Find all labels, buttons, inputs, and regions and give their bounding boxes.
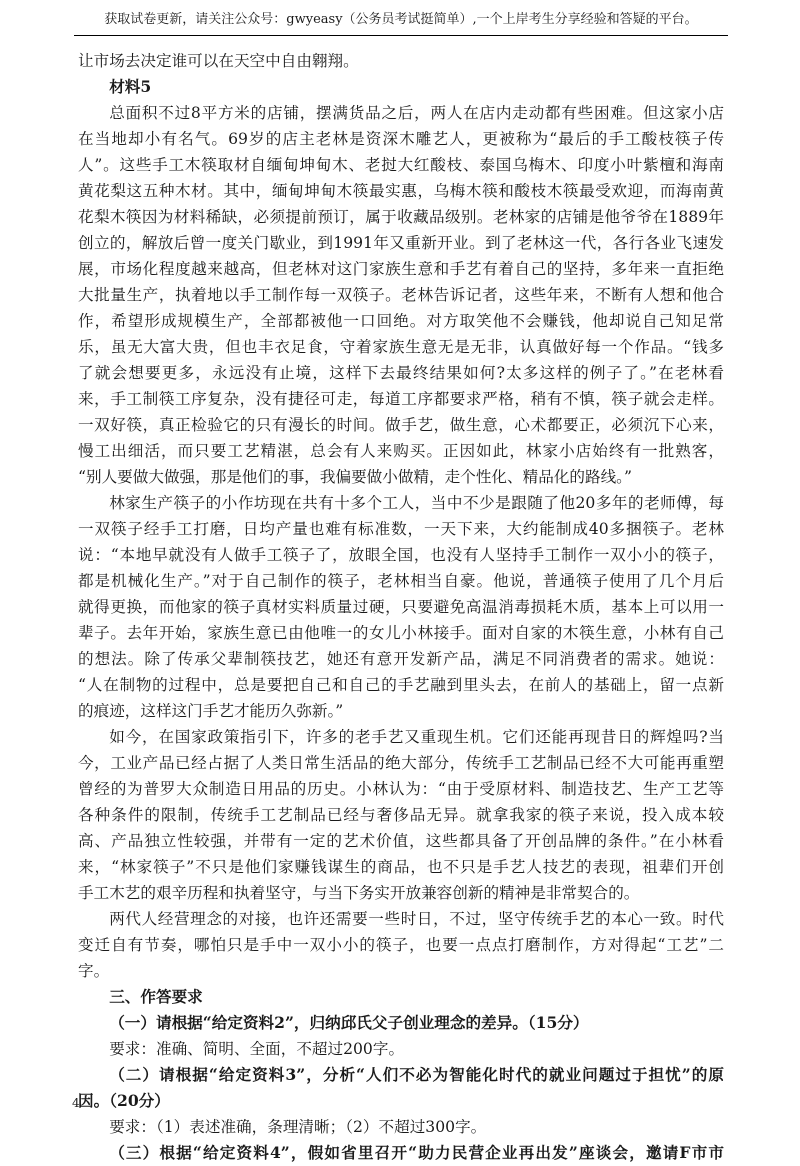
page-number: 4	[72, 1096, 80, 1110]
text-line: 如今，在国家政策指引下，许多的老手艺又重现生机。它们还能再现昔日的辉煌吗?当	[109, 728, 724, 746]
heading-line: 三、作答要求	[109, 987, 203, 1006]
heading-line: （一）请根据“给定资料2”，归纳邱氏父子创业理念的差异。（15分）	[109, 1013, 589, 1032]
text-line: “人在制物的过程中，总是要把自己和自己的手艺融到里头去，在前人的基础上，留一点新	[78, 676, 724, 694]
text-line: 要求：准确、简明、全面，不超过200字。	[109, 1040, 405, 1058]
heading-line: （三）根据“给定资料4”，假如省里召开“助力民营企业再出发”座谈会，邀请F市市	[109, 1143, 724, 1162]
text-line: 曾经的为普罗大众制造日用品的历史。小林认为：“由于受原材料、制造技艺、生产工艺等	[78, 780, 724, 798]
text-line: 乐，虽无大富大贵，但也丰衣足食，守着家族生意无是无非，认真做好每一个作品。“钱多	[78, 338, 724, 356]
text-line: 黄花梨这五种木材。其中，缅甸坤甸木筷最实惠，乌梅木筷和酸枝木筷最受欢迎，而海南黄	[78, 182, 724, 200]
text-line: 各种条件的限制，传统手工艺制品已经与奢侈品无异。就拿我家的筷子来说，投入成本较	[78, 806, 724, 824]
heading-line: 材料5	[109, 77, 152, 96]
text-line: 林家生产筷子的小作坊现在共有十多个工人，当中不少是跟随了他20多年的老师傅，每	[109, 494, 724, 512]
text-line: 都是机械化生产。”对于自己制作的筷子，老林相当自豪。他说，普通筷子使用了几个月后	[78, 572, 724, 590]
text-line: 了就会想要更多，永远没有止境，这样下去最终结果如何?太多这样的例子了。”在老林看	[78, 364, 724, 382]
text-line: 说：“本地早就没有人做手工筷子了，放眼全国，也没有人坚持手工制作一双小小的筷子，	[78, 546, 724, 564]
text-line: 辈子。去年开始，家族生意已由他唯一的女儿小林接手。面对自家的木筷生意，小林有自己	[78, 624, 724, 642]
text-line: 变迁自有节奏，哪怕只是手中一双小小的筷子，也要一点点打磨制作，方对得起“工艺”二	[78, 936, 724, 954]
text-line: 创立的，解放后曾一度关门歇业，到1991年又重新开业。到了老林这一代，各行各业飞速发	[78, 234, 724, 252]
text-line: 高、产品独立性较强，并带有一定的艺术价值，这些都具备了开创品牌的条件。”在小林看	[78, 832, 724, 850]
text-line: 一双筷子经手工打磨，日均产量也难有标准数，一天下来，大约能制成40多捆筷子。老林	[78, 520, 724, 538]
text-line: 慢工出细活，而只要工艺精湛，总会有人来购买。正因如此，林家小店始终有一批熟客，	[78, 442, 724, 460]
text-line: 要求：（1）表述准确，条理清晰；（2）不超过300字。	[109, 1118, 487, 1136]
text-line: 的想法。除了传承父辈制筷技艺，她还有意开发新产品，满足不同消费者的需求。她说：	[78, 650, 724, 668]
heading-line: 因。（20分）	[78, 1091, 170, 1110]
text-line: 一双好筷，真正检验它的只有漫长的时间。做手艺，做生意，心术都要正，必须沉下心来，	[78, 416, 724, 434]
text-line: 大批量生产，执着地以手工制作每一双筷子。老林告诉记者，这些年来，不断有人想和他合	[78, 286, 724, 304]
text-line: 来，手工制筷工序复杂，没有捷径可走，每道工序都要求严格，稍有不慎，筷子就会走样。	[78, 390, 724, 408]
header-divider	[74, 35, 728, 36]
text-line: 手工木艺的艰辛历程和执着坚守，与当下务实开放兼容创新的精神是非常契合的。	[78, 884, 640, 902]
text-line: 就得更换，而他家的筷子真材实料质量过硬，只要避免高温消毒损耗木质，基本上可以用一	[78, 598, 724, 616]
text-line: 人”。这些手工木筷取材自缅甸坤甸木、老挝大红酸枝、泰国乌梅木、印度小叶紫檀和海南	[78, 156, 724, 174]
text-line: 字。	[78, 962, 110, 980]
document-body	[78, 48, 724, 1166]
text-line: 两代人经营理念的对接，也许还需要一些时日，不过，坚守传统手艺的本心一致。时代	[109, 910, 724, 928]
text-line: 来，“林家筷子”不只是他们家赚钱谋生的商品，也不只是手艺人技艺的表现，祖辈们开创	[78, 858, 724, 876]
text-line: 展，市场化程度越来越高，但老林对这门家族生意和手艺有着自己的坚持，多年来一直拒绝	[78, 260, 724, 278]
heading-line: （二）请根据“给定资料3”，分析“人们不必为智能化时代的就业问题过于担忧”的原	[109, 1065, 724, 1084]
page-header: 获取试卷更新，请关注公众号：gwyeasy（公务员考试挺简单）,一个上岸考生分享经验和答疑的平台。	[104, 12, 698, 27]
text-line: 今，工业产品已经占据了人类日常生活品的绝大部分，传统手工艺制品已经不大可能再重塑	[78, 754, 724, 772]
text-line: 让市场去决定谁可以在天空中自由翱翔。	[78, 52, 359, 70]
text-line: 作，希望形成规模生产，全部都被他一口回绝。对方取笑他不会赚钱，他却说自己知足常	[78, 312, 724, 330]
text-line: 在当地却小有名气。69岁的店主老林是资深木雕艺人，更被称为“最后的手工酸枝筷子传	[78, 130, 724, 148]
text-line: “别人要做大做强，那是他们的事，我偏要做小做精，走个性化、精品化的路线。”	[78, 468, 632, 486]
text-line: 的痕迹，这样这门手艺才能历久弥新。”	[78, 702, 344, 720]
text-line: 花梨木筷因为材料稀缺，必须提前预订，属于收藏品级别。老林家的店铺是他爷爷在1889年	[78, 208, 724, 226]
text-line: 总面积不过8平方米的店铺，摆满货品之后，两人在店内走动都有些困难。但这家小店	[109, 104, 724, 122]
